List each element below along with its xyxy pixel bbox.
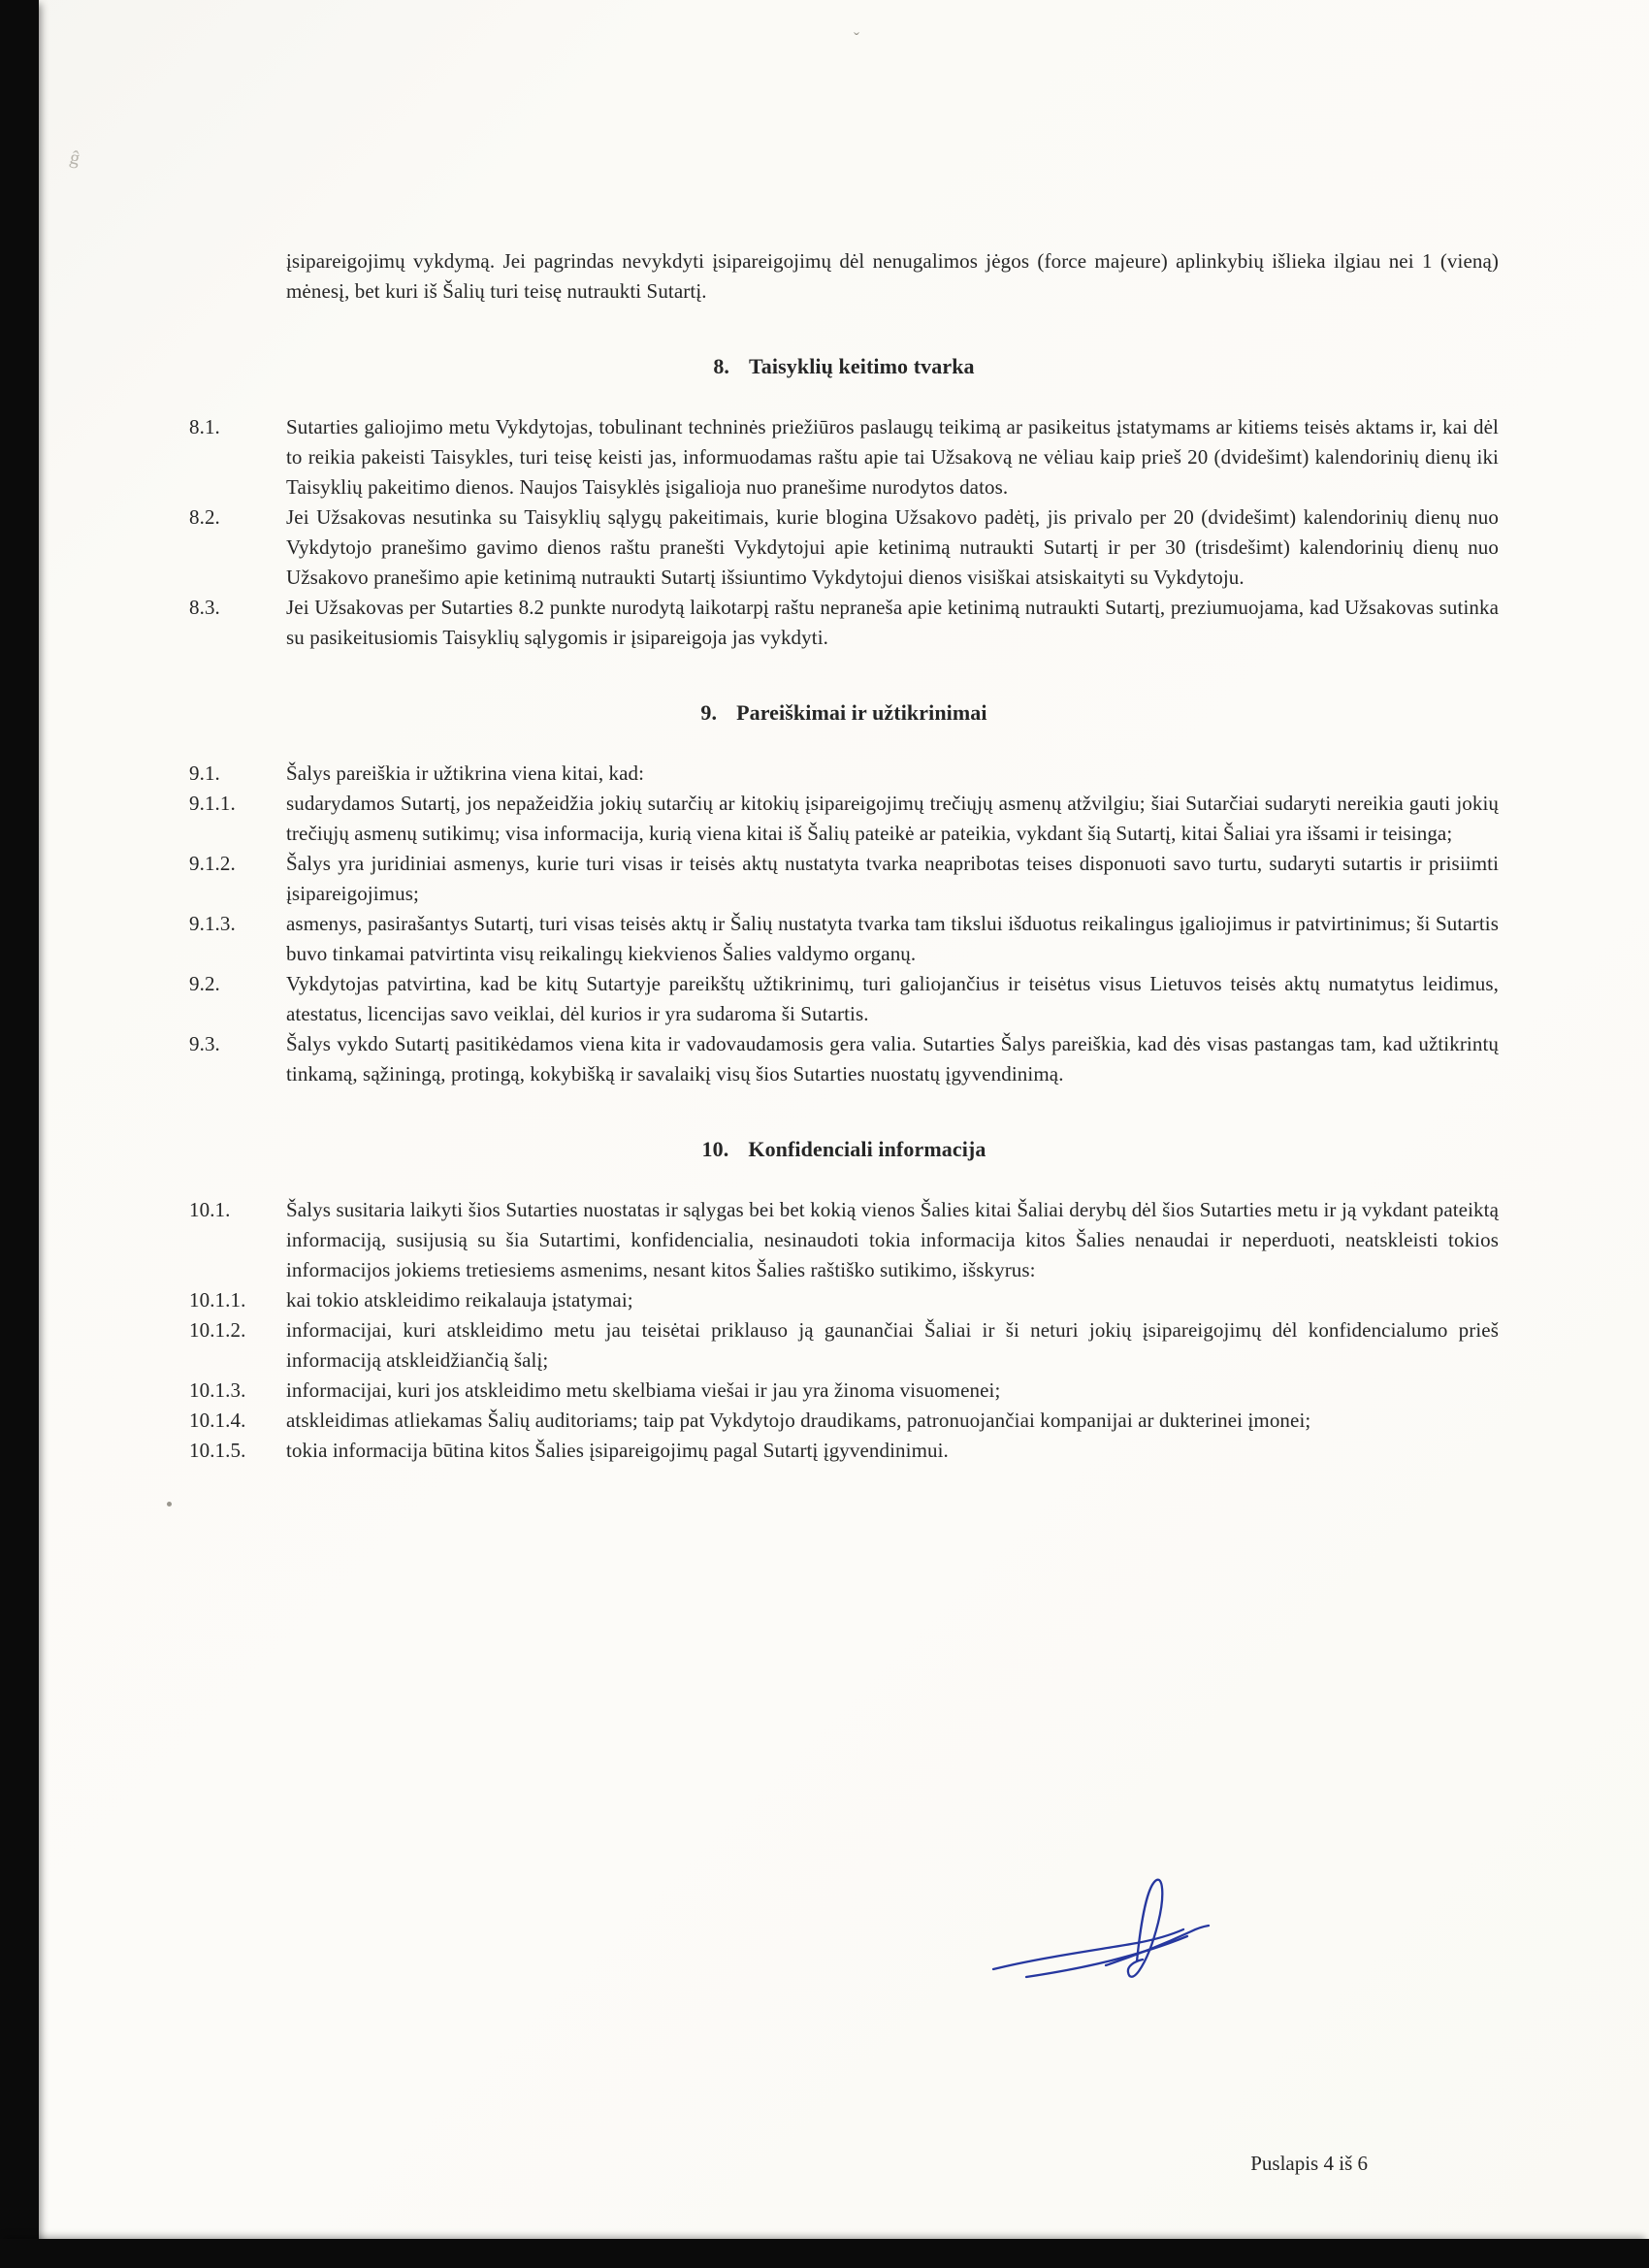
clause-number: 8.2.	[189, 505, 220, 529]
clause-9-2	[189, 969, 1499, 1029]
scan-artifact	[167, 1502, 172, 1507]
clause-number: 9.1.1.	[189, 792, 236, 815]
clause-text: Jei Užsakovas per Sutarties 8.2 punkte nurodytą laikotarpį raštu nepraneša apie ketinimą nutraukti Sutartį, preziumuojama, kad Užsakovas sutinka su pasikeitusiomis Taisyklių sąlygomis ir įsipareigoja jas vykdyti.	[286, 596, 1499, 649]
clause-number: 9.2.	[189, 972, 220, 995]
clause-text: atskleidimas atliekamas Šalių auditoriams; taip pat Vykdytojo draudikams, patronuojančiai kompanijai ar dukterinei įmonei;	[286, 1409, 1311, 1432]
clause-number: 8.3.	[189, 596, 220, 619]
clause-text: sudarydamos Sutartį, jos nepažeidžia jokių sutarčių ar kitokių įsipareigojimų trečiųjų asmenų atžvilgiu; šiai Sutarčiai sudaryti nereikia gauti jokių trečiųjų asmenų sutikimų; visa informacija, kurią viena kitai iš Šalių pateikė ar pateikia, vykdant šią Sutartį, kitai Šaliai yra išsami ir teisinga;	[286, 792, 1499, 845]
clause-text: Šalys vykdo Sutartį pasitikėdamos viena kita ir vadovaudamosis gera valia. Sutarties Šalys pareiškia, kad dės visas pastangas tam, kad užtikrintų tinkamą, sąžiningą, protingą, kokybišką ir savalaikį visų šios Sutarties nuostatų įgyvendinimą.	[286, 1032, 1499, 1085]
clause-8-1	[189, 412, 1499, 502]
clause-number: 9.1.	[189, 761, 220, 785]
clause-number: 9.1.2.	[189, 852, 236, 875]
clause-9-1-3	[189, 909, 1499, 969]
clause-10-1-4	[189, 1406, 1499, 1436]
continuation-paragraph: įsipareigojimų vykdymą. Jei pagrindas nevykdyti įsipareigojimų dėl nenugalimos jėgos (force majeure) aplinkybių išlieka ilgiau nei 1 (vieną) mėnesį, bet kuri iš Šalių turi teisę nutraukti Sutartį.	[286, 249, 1499, 303]
clause-number: 9.1.3.	[189, 912, 236, 935]
page-footer: Puslapis 4 iš 6	[1250, 2152, 1368, 2175]
clause-number: 9.3.	[189, 1032, 220, 1055]
clause-number: 8.1.	[189, 415, 220, 438]
clause-text: Šalys pareiškia ir užtikrina viena kitai, kad:	[286, 761, 645, 785]
signature-stroke	[1128, 1880, 1162, 1977]
clause-text: Šalys yra juridiniai asmenys, kurie turi visas ir teisės aktų nustatyta tvarka neapribotas teises disponuoti savo turtu, sudaryti sutartis ir prisiimti įsipareigojimus;	[286, 852, 1499, 905]
section-title: Konfidenciali informacija	[748, 1137, 986, 1161]
clause-text: Vykdytojas patvirtina, kad be kitų Sutartyje pareikštų užtikrinimų, turi galiojančius ir teisėtus visus Lietuvos teisės aktų numatytus leidimus, atestatus, licencijas savo veiklai, dėl kurios ir yra sudaroma ši Sutartis.	[286, 972, 1499, 1025]
clause-number: 10.1.4.	[189, 1409, 246, 1432]
section-number: 9.	[700, 700, 718, 725]
section-title: Pareiškimai ir užtikrinimai	[736, 700, 987, 725]
scan-artifact: ˇ	[854, 29, 859, 49]
clause-text: Sutarties galiojimo metu Vykdytojas, tobulinant techninės priežiūros paslaugų teikimą ar pasikeitus įstatymams ar kitiems teisės aktams ir, kai dėl to reikia pakeisti Taisykles, turi teisę keisti jas, informuodamas raštu apie tai Užsakovą ne vėliau kaip prieš 20 (dvidešimt) kalendorinių dienų iki Taisyklių pakeitimo dienos. Naujos Taisyklės įsigalioja nuo pranešime nurodytos datos.	[286, 415, 1499, 499]
section-heading-10	[189, 1134, 1499, 1164]
bottom-scan-edge	[0, 2239, 1649, 2268]
section-number: 8.	[713, 354, 730, 378]
clause-text: kai tokio atskleidimo reikalauja įstatymai;	[286, 1288, 633, 1312]
clause-8-2	[189, 502, 1499, 593]
section-heading-8	[189, 351, 1499, 381]
clause-number: 10.1.1.	[189, 1288, 246, 1312]
clause-text: asmenys, pasirašantys Sutartį, turi visas teisės aktų ir Šalių nustatyta tvarka tam tikslui išduotus reikalingus įgaliojimus ir patvirtinimus; ši Sutartis buvo tinkamai patvirtinta visų reikalingų kiekvienos Šalies valdymo organų.	[286, 912, 1499, 965]
clause-text: Šalys susitaria laikyti šios Sutarties nuostatas ir sąlygas bei bet kokią vienos Šalies kitai Šaliai derybų dėl šios Sutarties metu ir ją vykdant pateiktą informaciją, susijusią su šia Sutartimi, konfidencialia, nesinaudoti tokia informacija kitos Šalies nenaudai ir neperduoti, neatskleisti tokios informacijos jokiems tretiesiems asmenims, nesant kitos Šalies raštiško sutikimo, išskyrus:	[286, 1198, 1499, 1281]
clause-10-1	[189, 1195, 1499, 1285]
clause-number: 10.1.	[189, 1198, 231, 1221]
clause-text: Jei Užsakovas nesutinka su Taisyklių sąlygų pakeitimais, kurie blogina Užsakovo padėtį, jis privalo per 20 (dvidešimt) kalendorinių dienų nuo Vykdytojo pranešimo gavimo dienos raštu pranešti Vykdytojui apie ketinimą nutraukti Sutartį ir per 30 (trisdešimt) kalendorinių dienų nuo Užsakovo pranešimo apie ketinimą nutraukti Sutartį išsiuntimo Vykdytojui dienos visiškai atsiskaityti su Vykdytoju.	[286, 505, 1499, 589]
handwritten-signature	[989, 1872, 1222, 1993]
scan-artifact: ĝ	[67, 146, 82, 170]
clause-number: 10.1.5.	[189, 1439, 246, 1462]
section-number: 10.	[701, 1137, 729, 1161]
section-heading-9	[189, 697, 1499, 728]
clause-9-3	[189, 1029, 1499, 1089]
clause-number: 10.1.2.	[189, 1318, 246, 1342]
clause-10-1-5	[189, 1436, 1499, 1466]
clause-text: informacijai, kuri jos atskleidimo metu skelbiama viešai ir jau yra žinoma visuomenei;	[286, 1378, 1001, 1402]
clause-8-3	[189, 593, 1499, 653]
document-body	[189, 226, 1499, 1466]
section-title: Taisyklių keitimo tvarka	[749, 354, 975, 378]
clause-9-1-2	[189, 849, 1499, 909]
clause-text: tokia informacija būtina kitos Šalies įsipareigojimų pagal Sutartį įgyvendinimui.	[286, 1439, 949, 1462]
left-scan-edge	[0, 0, 39, 2268]
clause-10-1-1	[189, 1285, 1499, 1315]
clause-10-1-3	[189, 1376, 1499, 1406]
clause-number: 10.1.3.	[189, 1378, 246, 1402]
clause-10-1-2	[189, 1315, 1499, 1376]
clause-text: informacijai, kuri atskleidimo metu jau teisėtai priklauso ją gaunančiai Šaliai ir ši neturi jokių įsipareigojimų dėl konfidencialumo prieš informaciją atskleidžiančią šalį;	[286, 1318, 1499, 1372]
clause-9-1-1	[189, 789, 1499, 849]
clause-9-1	[189, 759, 1499, 789]
